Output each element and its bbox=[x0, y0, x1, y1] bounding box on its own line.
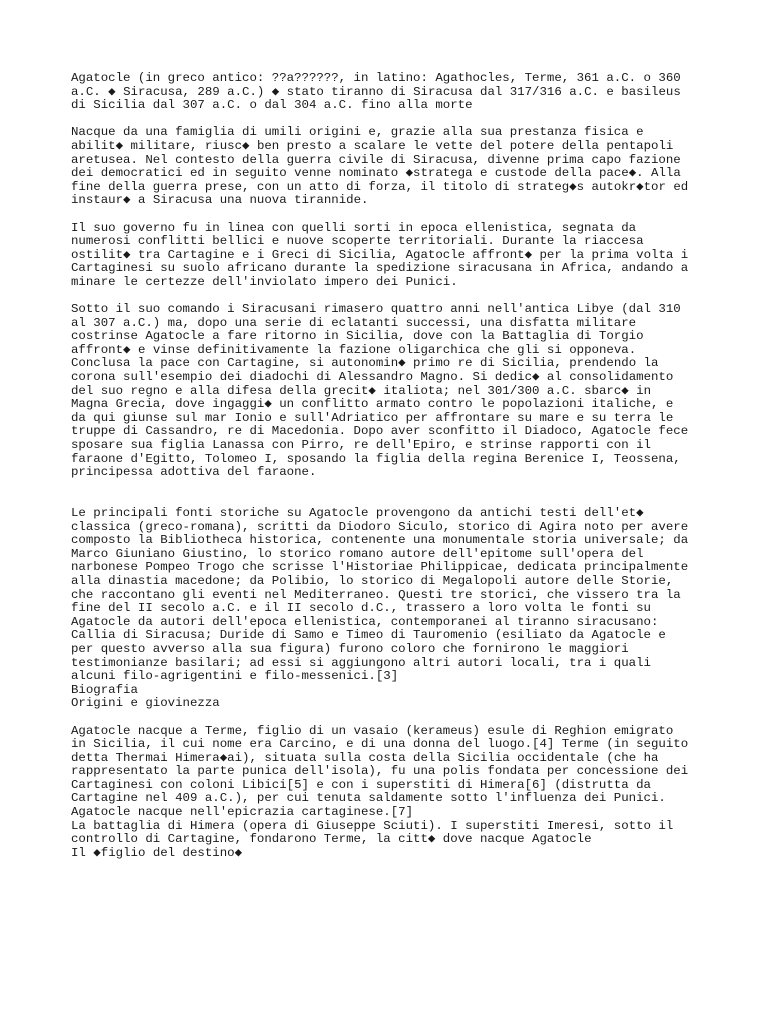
text-line: Magna Grecia, dove ingaggi◆ un conflitto armato contro le popolazioni italiche, e bbox=[71, 397, 674, 412]
text-line: Origini e giovinezza bbox=[71, 696, 220, 711]
text-line: Il ◆figlio del destino◆ bbox=[71, 845, 243, 860]
text-line: truppe di Cassandro, re di Macedonia. Dopo aver sconfitto il Diadoco, Agatocle fece bbox=[71, 424, 689, 439]
text-line bbox=[71, 113, 761, 127]
text-line: Cartaginesi con coloni Libici[5] e con i superstiti di Himera[6] (distrutta da bbox=[71, 777, 651, 792]
text-line bbox=[71, 493, 761, 507]
text-line bbox=[71, 711, 761, 725]
text-line: in Sicilia, il cui nome era Carcino, e di una donna del luogo.[4] Terme (in seguito bbox=[71, 737, 689, 752]
text-line: classica (greco-romana), scritti da Diodoro Siculo, storico di Agira noto per avere bbox=[71, 519, 689, 534]
text-line: da qui giunse sul mar Ionio e sull'Adriatico per affrontare su mare e su terra le bbox=[71, 410, 674, 425]
text-line: numerosi conflitti bellici e nuove scoperte territoriali. Durante la riaccesa bbox=[71, 234, 644, 249]
text-line: alcuni filo-agrigentini e filo-messenici.[3] bbox=[71, 669, 399, 684]
text-line: Agatocle nacque a Terme, figlio di un vasaio (kerameus) esule di Reghion emigrato bbox=[71, 723, 674, 738]
text-line: controllo di Cartagine, fondarono Terme, la citt◆ dove nacque Agatocle bbox=[71, 832, 592, 847]
text-line: instaur◆ a Siracusa una nuova tirannide. bbox=[71, 193, 369, 208]
text-line: minare le certezze dell'inviolato impero dei Punici. bbox=[71, 274, 458, 289]
text-line: ostilit◆ tra Cartagine e i Greci di Sicilia, Agatocle affront◆ per la prima volta i bbox=[71, 247, 689, 262]
text-line: detta Thermai Himera◆ai), situata sulla costa della Sicilia occidentale (che ha bbox=[71, 750, 659, 765]
text-line: Cartagine nel 409 a.C.), per cui tenuta saldamente sotto l'influenza dei Punici. bbox=[71, 791, 666, 806]
text-line: Marco Giuniano Giustino, lo storico romano autore dell'epitome sull'opera del bbox=[71, 546, 644, 561]
text-line: del suo regno e alla difesa della grecit◆ italiota; nel 301/300 a.C. sbarc◆ in bbox=[71, 383, 652, 398]
text-line: per questo avverso alla sua figura) furono coloro che fornirono le maggiori bbox=[71, 641, 629, 656]
text-line: Biografia bbox=[71, 682, 138, 697]
text-line: al 307 a.C.) ma, dopo una serie di eclatanti successi, una disfatta militare bbox=[71, 315, 637, 330]
text-line: Conclusa la pace con Cartagine, si autonomin◆ primo re di Sicilia, prendendo la bbox=[71, 356, 659, 371]
text-line: che raccontano gli eventi nel Mediterraneo. Questi tre storici, che vissero tra la bbox=[71, 587, 681, 602]
text-line: Nacque da una famiglia di umili origini e, grazie alla sua prestanza fisica e bbox=[71, 125, 644, 140]
text-line: fine della guerra prese, con un atto di forza, il titolo di strateg◆s autokr◆tor ed bbox=[71, 179, 689, 194]
text-line: fine del II secolo a.C. e il II secolo d.C., trassero a loro volta le fonti su bbox=[71, 601, 651, 616]
text-line: costrinse Agatocle a fare ritorno in Sicilia, dove con la Battaglia di Torgio bbox=[71, 329, 644, 344]
text-line: Agatocle (in greco antico: ??a??????, in latino: Agathocles, Terme, 361 a.C. o 360 bbox=[71, 71, 681, 85]
text-line: Agatocle nacque nell'epicrazia cartaginese.[7] bbox=[71, 805, 414, 820]
text-line bbox=[71, 290, 761, 304]
text-line bbox=[71, 480, 761, 494]
text-line: Agatocle da autori dell'epoca ellenistica, contemporanei al tiranno siracusano: bbox=[71, 614, 659, 629]
text-line: sposare sua figlia Lanassa con Pirro, re dell'Epiro, e strinse rapporti con il bbox=[71, 438, 651, 453]
text-line: testimonianze basilari; ad essi si aggiungono altri autori locali, tra i quali bbox=[71, 655, 651, 670]
text-line: di Sicilia dal 307 a.C. o dal 304 a.C. fino alla morte bbox=[71, 98, 473, 113]
text-line: principessa adottiva del faraone. bbox=[71, 465, 317, 480]
text-line: Le principali fonti storiche su Agatocle provengono da antichi testi dell'et◆ bbox=[71, 506, 644, 520]
text-line: Callia di Siracusa; Duride di Samo e Timeo di Tauromenio (esiliato da Agatocle e bbox=[71, 628, 666, 643]
text-line bbox=[71, 208, 761, 222]
text-line: alla dinastia macedone; da Polibio, lo storico di Megalopoli autore delle Storie, bbox=[71, 573, 674, 588]
text-line: dei democratici ed in seguito venne nominato ◆stratega e custode della pace◆. Alla bbox=[71, 166, 681, 181]
text-line: corona sull'esempio dei diadochi di Alessandro Magno. Si dedic◆ al consolidamento bbox=[71, 370, 674, 385]
text-line: Sotto il suo comando i Siracusani rimasero quattro anni nell'antica Libye (dal 310 bbox=[71, 302, 681, 317]
text-line: La battaglia di Himera (opera di Giuseppe Sciuti). I superstiti Imeresi, sotto il bbox=[71, 818, 674, 833]
text-line: rappresentato la parte punica dell'isola), fu una polis fondata per concessione dei bbox=[71, 764, 689, 779]
text-line: abilit◆ militare, riusc◆ ben presto a scalare le vette del potere della pentapoli bbox=[71, 138, 674, 153]
text-line: affront◆ e vinse definitivamente la fazione oligarchica che gli si opponeva. bbox=[71, 342, 637, 357]
text-line: Cartaginesi su suolo africano durante la spedizione siracusana in Africa, andando a bbox=[71, 261, 689, 276]
text-line: a.C. ◆ Siracusa, 289 a.C.) ◆ stato tiranno di Siracusa dal 317/316 a.C. e basileus bbox=[71, 84, 681, 99]
text-line: Il suo governo fu in linea con quelli sorti in epoca ellenistica, segnata da bbox=[71, 220, 637, 235]
text-line: narbonese Pompeo Trogo che scrisse l'Historiae Philippicae, dedicata principalmente bbox=[71, 560, 689, 575]
text-line: faraone d'Egitto, Tolomeo I, sposando la figlia della regina Berenice I, Teossena, bbox=[71, 451, 681, 466]
text-line: aretusea. Nel contesto della guerra civile di Siracusa, divenne prima capo fazione bbox=[71, 152, 681, 167]
text-line: composto la Bibliotheca historica, contenente una monumentale storia universale; da bbox=[71, 533, 689, 548]
document-body bbox=[71, 72, 761, 860]
